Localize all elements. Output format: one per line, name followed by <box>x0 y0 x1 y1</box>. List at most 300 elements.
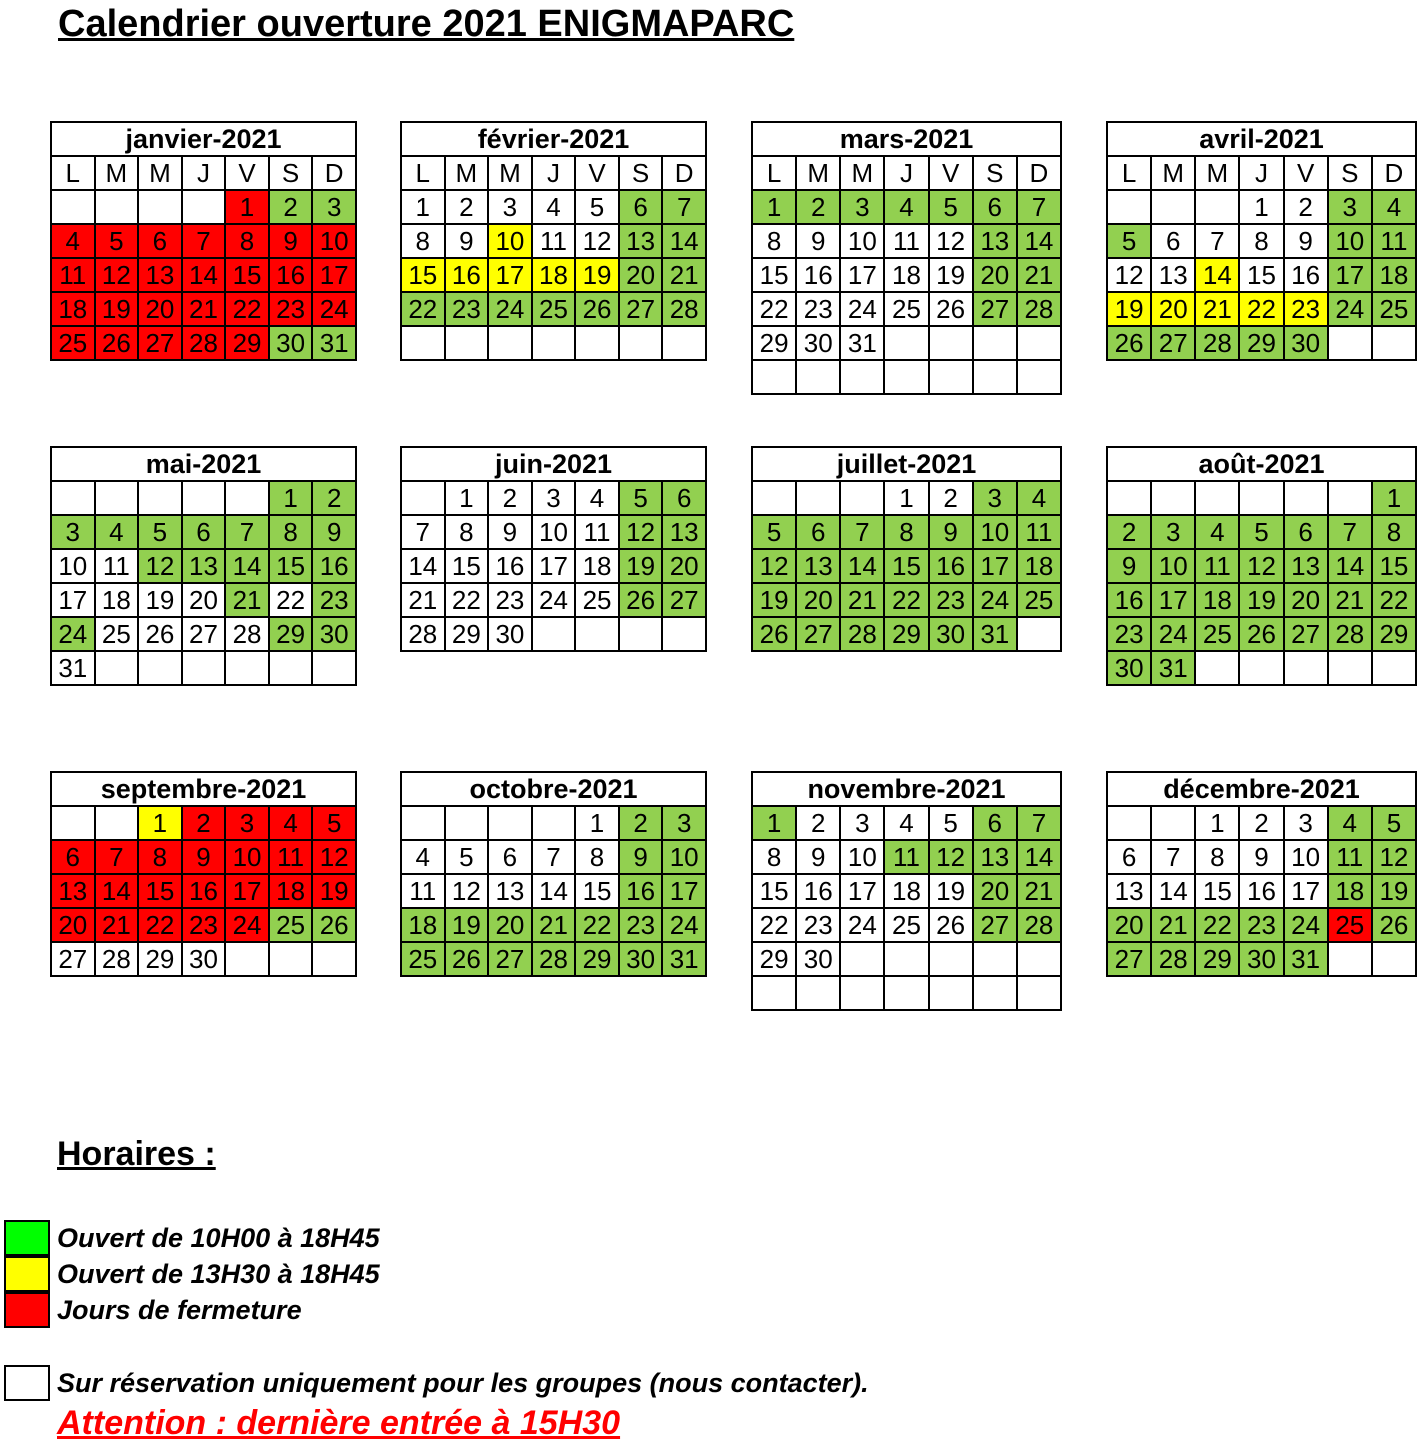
week-row <box>51 617 356 651</box>
day-cell: 8 <box>445 515 489 549</box>
day-cell: 29 <box>269 617 313 651</box>
empty-cell <box>1328 651 1372 685</box>
day-cell: 8 <box>269 515 313 549</box>
empty-cell <box>95 651 139 685</box>
month-calendar <box>400 446 707 652</box>
day-cell: 7 <box>662 190 706 224</box>
day-cell: 11 <box>532 224 576 258</box>
month-calendar <box>1106 771 1417 977</box>
day-cell: 1 <box>752 190 796 224</box>
month-calendar <box>50 771 357 977</box>
empty-cell <box>752 360 796 394</box>
day-cell: 23 <box>796 908 840 942</box>
day-cell: 19 <box>95 292 139 326</box>
day-cell: 23 <box>1284 292 1328 326</box>
day-cell: 7 <box>401 515 445 549</box>
day-cell: 13 <box>488 874 532 908</box>
empty-cell <box>1239 481 1283 515</box>
day-cell: 10 <box>1328 224 1372 258</box>
day-cell: 14 <box>1151 874 1195 908</box>
day-cell: 16 <box>1284 258 1328 292</box>
day-cell: 12 <box>138 549 182 583</box>
day-cell: 24 <box>225 908 269 942</box>
day-cell: 27 <box>1284 617 1328 651</box>
day-cell: 1 <box>445 481 489 515</box>
day-cell: 28 <box>840 617 884 651</box>
day-cell: 4 <box>575 481 619 515</box>
day-cell: 16 <box>796 258 840 292</box>
day-cell: 17 <box>973 549 1017 583</box>
day-cell: 11 <box>401 874 445 908</box>
empty-cell <box>1195 481 1239 515</box>
empty-cell <box>1107 481 1151 515</box>
day-cell: 11 <box>269 840 313 874</box>
week-row <box>1107 224 1416 258</box>
day-cell: 6 <box>1284 515 1328 549</box>
week-row <box>1107 617 1416 651</box>
weekday-label: S <box>1328 156 1372 190</box>
week-row <box>51 515 356 549</box>
weekday-label: L <box>401 156 445 190</box>
day-cell: 2 <box>796 190 840 224</box>
day-cell: 26 <box>575 292 619 326</box>
day-cell: 9 <box>445 224 489 258</box>
week-row <box>752 806 1061 840</box>
day-cell: 8 <box>1372 515 1416 549</box>
day-cell: 21 <box>401 583 445 617</box>
empty-cell <box>840 942 884 976</box>
day-cell: 27 <box>973 292 1017 326</box>
day-cell: 21 <box>1328 583 1372 617</box>
day-cell: 9 <box>1107 549 1151 583</box>
day-cell: 27 <box>488 942 532 976</box>
week-row <box>752 942 1061 976</box>
yellow-swatch <box>4 1256 50 1292</box>
empty-cell <box>575 326 619 360</box>
legend-text: Jours de fermeture <box>57 1295 302 1325</box>
day-cell: 18 <box>1017 549 1061 583</box>
day-cell: 26 <box>619 583 663 617</box>
week-row <box>51 481 356 515</box>
week-row <box>401 806 706 840</box>
legend-heading: Horaires : <box>57 1135 216 1173</box>
day-cell: 10 <box>1284 840 1328 874</box>
day-cell: 12 <box>752 549 796 583</box>
day-cell: 3 <box>840 806 884 840</box>
day-cell: 17 <box>312 258 356 292</box>
week-row <box>401 292 706 326</box>
day-cell: 16 <box>269 258 313 292</box>
week-row <box>752 874 1061 908</box>
empty-cell <box>752 976 796 1010</box>
day-cell: 3 <box>840 190 884 224</box>
day-cell: 3 <box>225 806 269 840</box>
day-cell: 8 <box>752 840 796 874</box>
day-cell: 5 <box>929 806 973 840</box>
week-row <box>51 908 356 942</box>
day-cell: 11 <box>884 840 928 874</box>
weekday-label: M <box>796 156 840 190</box>
day-cell: 5 <box>575 190 619 224</box>
day-cell: 6 <box>662 481 706 515</box>
day-cell: 8 <box>575 840 619 874</box>
day-cell: 26 <box>445 942 489 976</box>
day-cell: 8 <box>752 224 796 258</box>
day-cell: 2 <box>1284 190 1328 224</box>
day-cell: 22 <box>138 908 182 942</box>
day-cell: 11 <box>1017 515 1061 549</box>
day-cell: 4 <box>884 190 928 224</box>
day-cell: 9 <box>1239 840 1283 874</box>
day-cell: 5 <box>619 481 663 515</box>
week-row <box>401 908 706 942</box>
month-name: janvier-2021 <box>51 122 356 156</box>
week-row <box>1107 908 1416 942</box>
day-cell: 24 <box>312 292 356 326</box>
day-cell: 21 <box>95 908 139 942</box>
red-swatch <box>4 1292 50 1328</box>
day-cell: 2 <box>269 190 313 224</box>
day-cell: 29 <box>445 617 489 651</box>
day-cell: 19 <box>1239 583 1283 617</box>
empty-cell <box>1151 481 1195 515</box>
empty-cell <box>1107 806 1151 840</box>
week-row <box>401 190 706 224</box>
day-cell: 21 <box>225 583 269 617</box>
day-cell: 8 <box>138 840 182 874</box>
week-row <box>752 976 1061 1010</box>
day-cell: 25 <box>1195 617 1239 651</box>
weekday-label: D <box>1372 156 1416 190</box>
day-cell: 5 <box>1107 224 1151 258</box>
empty-cell <box>884 326 928 360</box>
day-cell: 13 <box>138 258 182 292</box>
day-cell: 2 <box>1239 806 1283 840</box>
day-cell: 16 <box>488 549 532 583</box>
day-cell: 21 <box>1195 292 1239 326</box>
day-cell: 24 <box>1151 617 1195 651</box>
day-cell: 8 <box>1195 840 1239 874</box>
day-cell: 13 <box>182 549 226 583</box>
day-cell: 11 <box>51 258 95 292</box>
weekday-label: D <box>1017 156 1061 190</box>
day-cell: 28 <box>1151 942 1195 976</box>
day-cell: 9 <box>182 840 226 874</box>
empty-cell <box>1328 942 1372 976</box>
day-cell: 16 <box>796 874 840 908</box>
day-cell: 30 <box>1284 326 1328 360</box>
empty-cell <box>1372 942 1416 976</box>
day-cell: 1 <box>269 481 313 515</box>
day-cell: 29 <box>225 326 269 360</box>
day-cell: 31 <box>840 326 884 360</box>
empty-cell <box>973 360 1017 394</box>
day-cell: 15 <box>752 258 796 292</box>
week-row <box>752 224 1061 258</box>
day-cell: 24 <box>1328 292 1372 326</box>
weekday-label: V <box>225 156 269 190</box>
day-cell: 15 <box>445 549 489 583</box>
week-row <box>401 942 706 976</box>
day-cell: 5 <box>312 806 356 840</box>
day-cell: 18 <box>401 908 445 942</box>
day-cell: 22 <box>575 908 619 942</box>
day-cell: 28 <box>1017 908 1061 942</box>
month-name: septembre-2021 <box>51 772 356 806</box>
empty-cell <box>51 190 95 224</box>
day-cell: 30 <box>182 942 226 976</box>
week-row <box>401 515 706 549</box>
empty-cell <box>95 190 139 224</box>
week-row <box>1107 190 1416 224</box>
month-name: juillet-2021 <box>752 447 1061 481</box>
day-cell: 1 <box>1195 806 1239 840</box>
weekday-label: J <box>1239 156 1283 190</box>
day-cell: 30 <box>1239 942 1283 976</box>
empty-cell <box>1151 806 1195 840</box>
day-cell: 3 <box>1284 806 1328 840</box>
day-cell: 11 <box>575 515 619 549</box>
week-row <box>51 292 356 326</box>
day-cell: 14 <box>182 258 226 292</box>
day-cell: 20 <box>973 874 1017 908</box>
day-cell: 24 <box>532 583 576 617</box>
empty-cell <box>752 481 796 515</box>
day-cell: 18 <box>95 583 139 617</box>
day-cell: 3 <box>312 190 356 224</box>
week-row <box>51 651 356 685</box>
day-cell: 16 <box>1107 583 1151 617</box>
day-cell: 10 <box>973 515 1017 549</box>
empty-cell <box>138 651 182 685</box>
day-cell: 10 <box>51 549 95 583</box>
month-calendar <box>400 121 707 361</box>
day-cell: 7 <box>1328 515 1372 549</box>
day-cell: 8 <box>225 224 269 258</box>
empty-cell <box>138 190 182 224</box>
month-name: juin-2021 <box>401 447 706 481</box>
attention-notice: Attention : dernière entrée à 15H30 <box>57 1404 621 1442</box>
empty-cell <box>929 976 973 1010</box>
day-cell: 8 <box>1239 224 1283 258</box>
month-calendar <box>751 446 1062 652</box>
day-cell: 28 <box>532 942 576 976</box>
day-cell: 14 <box>401 549 445 583</box>
day-cell: 21 <box>662 258 706 292</box>
weekday-label: V <box>1284 156 1328 190</box>
empty-cell <box>1017 976 1061 1010</box>
empty-cell <box>662 617 706 651</box>
day-cell: 6 <box>488 840 532 874</box>
week-row <box>752 908 1061 942</box>
day-cell: 17 <box>1151 583 1195 617</box>
week-row <box>752 515 1061 549</box>
week-row <box>51 874 356 908</box>
legend-text: Ouvert de 13H30 à 18H45 <box>57 1259 380 1289</box>
day-cell: 6 <box>51 840 95 874</box>
week-row <box>51 583 356 617</box>
day-cell: 6 <box>973 190 1017 224</box>
day-cell: 30 <box>312 617 356 651</box>
day-cell: 11 <box>1195 549 1239 583</box>
day-cell: 14 <box>225 549 269 583</box>
day-cell: 14 <box>1328 549 1372 583</box>
day-cell: 22 <box>1372 583 1416 617</box>
empty-cell <box>619 326 663 360</box>
day-cell: 20 <box>1284 583 1328 617</box>
week-row <box>752 258 1061 292</box>
day-cell: 10 <box>840 840 884 874</box>
day-cell: 12 <box>445 874 489 908</box>
empty-cell <box>840 976 884 1010</box>
month-calendar <box>751 121 1062 395</box>
empty-cell <box>1372 326 1416 360</box>
day-cell: 15 <box>1239 258 1283 292</box>
empty-cell <box>95 481 139 515</box>
day-cell: 13 <box>662 515 706 549</box>
day-cell: 19 <box>445 908 489 942</box>
day-cell: 29 <box>1239 326 1283 360</box>
empty-cell <box>796 481 840 515</box>
day-cell: 12 <box>1372 840 1416 874</box>
day-cell: 30 <box>796 942 840 976</box>
day-cell: 14 <box>532 874 576 908</box>
day-cell: 31 <box>662 942 706 976</box>
day-cell: 16 <box>182 874 226 908</box>
empty-cell <box>95 806 139 840</box>
empty-cell <box>840 360 884 394</box>
day-cell: 1 <box>401 190 445 224</box>
day-cell: 26 <box>312 908 356 942</box>
legend-text: Sur réservation uniquement pour les groupes (nous contacter). <box>57 1368 869 1398</box>
day-cell: 16 <box>929 549 973 583</box>
day-cell: 25 <box>51 326 95 360</box>
day-cell: 9 <box>796 840 840 874</box>
day-cell: 14 <box>1195 258 1239 292</box>
day-cell: 19 <box>575 258 619 292</box>
empty-cell <box>1372 651 1416 685</box>
day-cell: 7 <box>1195 224 1239 258</box>
day-cell: 31 <box>1284 942 1328 976</box>
day-cell: 18 <box>269 874 313 908</box>
month-name: décembre-2021 <box>1107 772 1416 806</box>
day-cell: 22 <box>1195 908 1239 942</box>
day-cell: 11 <box>1328 840 1372 874</box>
empty-cell <box>973 326 1017 360</box>
week-row <box>752 617 1061 651</box>
day-cell: 27 <box>51 942 95 976</box>
day-cell: 23 <box>312 583 356 617</box>
empty-cell <box>182 190 226 224</box>
day-cell: 14 <box>1017 224 1061 258</box>
weekday-label: M <box>445 156 489 190</box>
day-cell: 13 <box>973 840 1017 874</box>
day-cell: 24 <box>662 908 706 942</box>
empty-cell <box>312 651 356 685</box>
empty-cell <box>51 481 95 515</box>
day-cell: 3 <box>532 481 576 515</box>
day-cell: 21 <box>1017 258 1061 292</box>
weekday-label: S <box>973 156 1017 190</box>
day-cell: 26 <box>1239 617 1283 651</box>
day-cell: 28 <box>662 292 706 326</box>
week-row <box>1107 806 1416 840</box>
day-cell: 9 <box>488 515 532 549</box>
day-cell: 9 <box>312 515 356 549</box>
day-cell: 4 <box>95 515 139 549</box>
day-cell: 28 <box>1195 326 1239 360</box>
day-cell: 17 <box>840 258 884 292</box>
day-cell: 18 <box>1195 583 1239 617</box>
day-cell: 12 <box>95 258 139 292</box>
day-cell: 4 <box>1195 515 1239 549</box>
day-cell: 14 <box>95 874 139 908</box>
day-cell: 2 <box>445 190 489 224</box>
day-cell: 31 <box>1151 651 1195 685</box>
empty-cell <box>532 806 576 840</box>
empty-cell <box>929 942 973 976</box>
week-row <box>51 840 356 874</box>
day-cell: 19 <box>1107 292 1151 326</box>
weekday-label: J <box>884 156 928 190</box>
week-row <box>752 840 1061 874</box>
week-row <box>401 874 706 908</box>
day-cell: 28 <box>95 942 139 976</box>
week-row <box>51 190 356 224</box>
day-cell: 1 <box>575 806 619 840</box>
day-cell: 19 <box>929 258 973 292</box>
day-cell: 3 <box>973 481 1017 515</box>
day-cell: 30 <box>929 617 973 651</box>
day-cell: 12 <box>1107 258 1151 292</box>
day-cell: 13 <box>1151 258 1195 292</box>
weekday-label: M <box>488 156 532 190</box>
day-cell: 30 <box>796 326 840 360</box>
day-cell: 17 <box>488 258 532 292</box>
day-cell: 10 <box>312 224 356 258</box>
day-cell: 12 <box>929 224 973 258</box>
week-row <box>1107 326 1416 360</box>
day-cell: 11 <box>884 224 928 258</box>
day-cell: 13 <box>973 224 1017 258</box>
day-cell: 30 <box>269 326 313 360</box>
month-name: novembre-2021 <box>752 772 1061 806</box>
day-cell: 4 <box>51 224 95 258</box>
empty-cell <box>401 326 445 360</box>
day-cell: 29 <box>752 942 796 976</box>
day-cell: 23 <box>1107 617 1151 651</box>
week-row <box>752 583 1061 617</box>
month-name: avril-2021 <box>1107 122 1416 156</box>
empty-cell <box>488 806 532 840</box>
page-title: Calendrier ouverture 2021 ENIGMAPARC <box>58 3 795 45</box>
week-row <box>752 360 1061 394</box>
day-cell: 17 <box>1328 258 1372 292</box>
day-cell: 26 <box>929 292 973 326</box>
month-calendar <box>50 121 357 361</box>
empty-cell <box>929 326 973 360</box>
weekday-label: L <box>51 156 95 190</box>
day-cell: 20 <box>619 258 663 292</box>
day-cell: 7 <box>182 224 226 258</box>
empty-cell <box>401 481 445 515</box>
day-cell: 25 <box>1372 292 1416 326</box>
weekday-label: L <box>752 156 796 190</box>
weekday-label: V <box>575 156 619 190</box>
day-cell: 23 <box>796 292 840 326</box>
empty-cell <box>1328 481 1372 515</box>
empty-cell <box>929 360 973 394</box>
